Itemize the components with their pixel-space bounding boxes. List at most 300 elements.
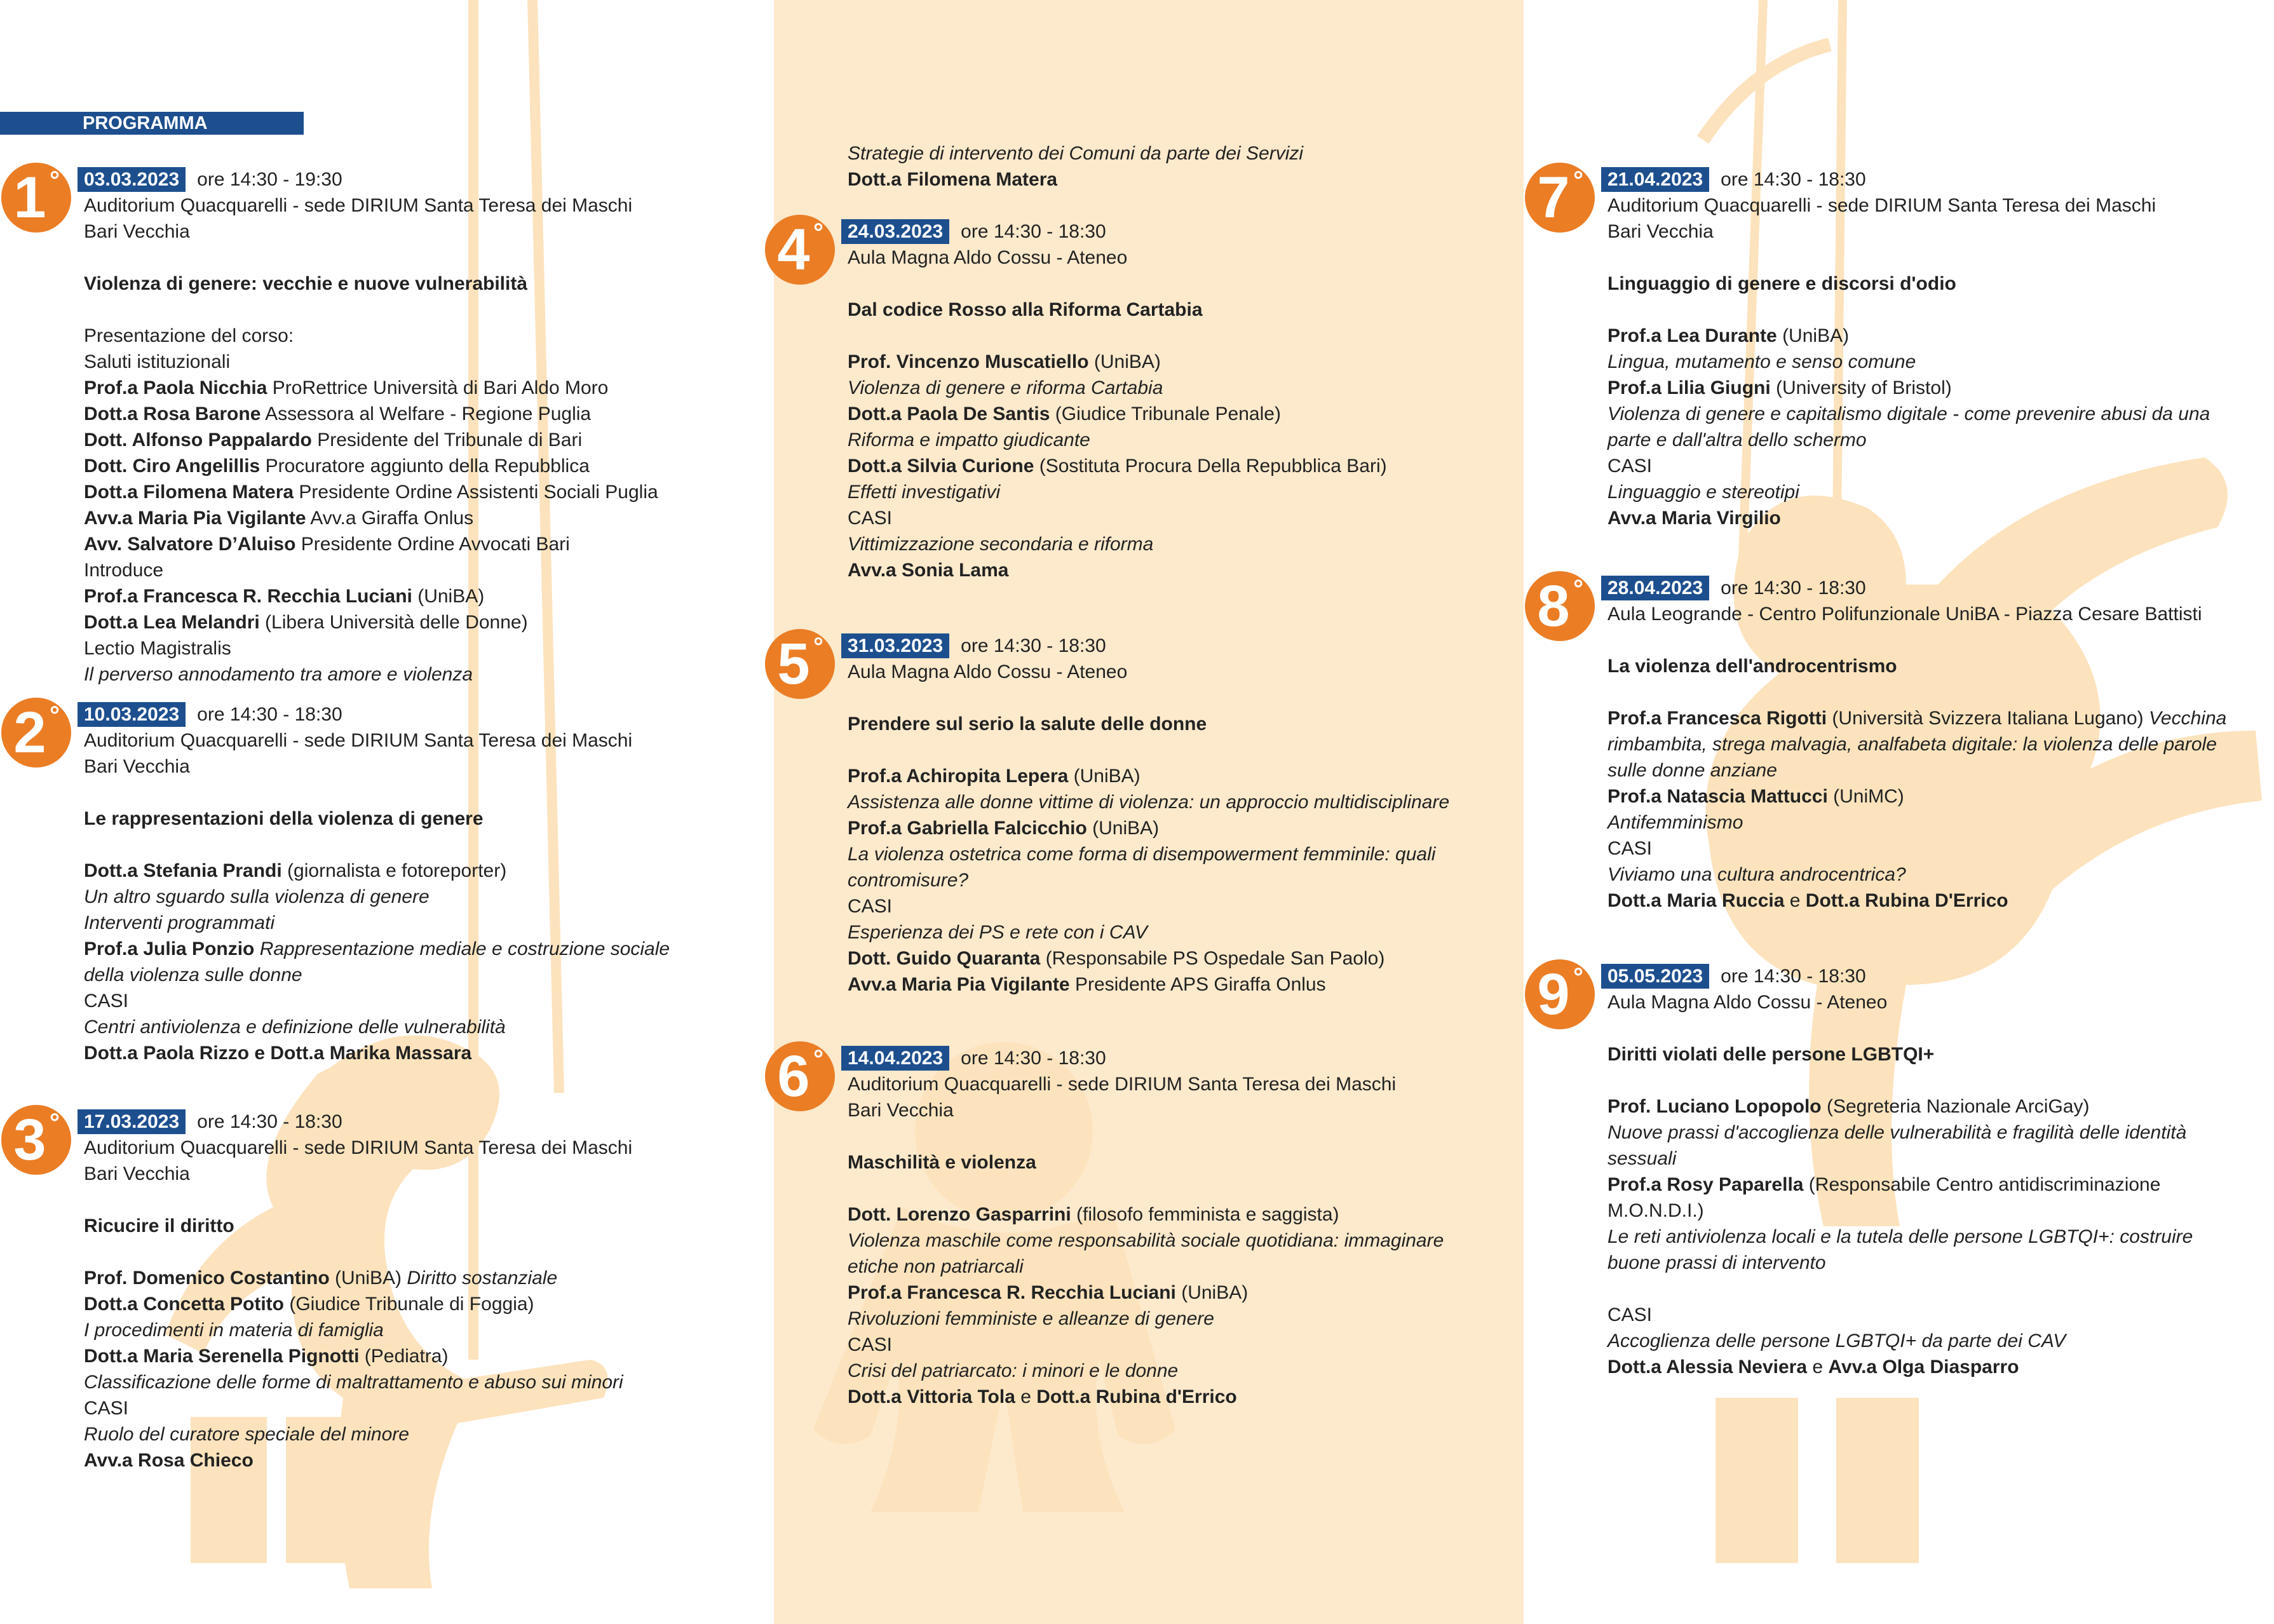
- line-text: (Giudice Tribunale di Foggia): [284, 1294, 534, 1315]
- speaker-name: Dott.a Vittoria Tola: [848, 1386, 1015, 1407]
- program-line: [848, 375, 1515, 401]
- session-venue: Aula Magna Aldo Cossu - Ateneo: [848, 247, 1128, 268]
- session-venue: Bari Vecchia: [848, 1100, 954, 1121]
- session-venue: Auditorium Quacquarelli - sede DIRIUM Santa Teresa dei Maschi: [848, 1074, 1397, 1095]
- speaker-name: Dott.a Silvia Curione: [848, 456, 1034, 477]
- speaker-name: Dott.a Lea Melandri: [84, 612, 260, 633]
- line-text: (Sostituta Procura Della Repubblica Bari): [1034, 456, 1387, 477]
- program-line: [84, 375, 726, 401]
- program-line: [848, 1358, 1515, 1384]
- talk-title: Riforma e impatto giudicante: [848, 430, 1090, 450]
- session-title: La violenza dell'androcentrismo: [1607, 656, 1897, 677]
- talk-title: Centri antiviolenza e definizione delle vulnerabilità: [84, 1017, 506, 1038]
- session-number-badge: [1, 163, 71, 233]
- line-text: CASI: [848, 896, 893, 917]
- spacer: [848, 1123, 1515, 1149]
- line-text: Procuratore aggiunto della Repubblica: [260, 456, 590, 477]
- session-number: 7: [1537, 165, 1570, 230]
- session-number: 3: [13, 1107, 46, 1172]
- talk-title: La violenza ostetrica come forma di disempowerment femminile: quali: [848, 844, 1436, 865]
- line-text: e: [1807, 1357, 1829, 1377]
- line-text: (Pediatra): [359, 1346, 449, 1367]
- session-number: 2: [13, 700, 46, 765]
- speaker-name: Prof. Domenico Costantino: [84, 1268, 330, 1289]
- speaker-name: Prof. Vincenzo Muscatiello: [848, 351, 1089, 372]
- spacer: [1607, 245, 2262, 271]
- spacer: [848, 1175, 1515, 1201]
- session-title: Dal codice Rosso alla Riforma Cartabia: [848, 299, 1203, 320]
- line-text: (filosofo femminista e saggista): [1071, 1204, 1339, 1225]
- program-line: [1607, 479, 2262, 505]
- speaker-name: Prof.a Achiropita Lepera: [848, 766, 1069, 787]
- session-body: [1607, 575, 2262, 914]
- line-text: Avv.a Giraffa Onlus: [306, 508, 474, 529]
- talk-title: rimbambita, strega malvagia, analfabeta digitale: la violenza delle parole: [1607, 734, 2217, 755]
- program-line: [848, 971, 1515, 998]
- talk-title: Ruolo del curatore speciale del minore: [84, 1424, 409, 1445]
- session-date: 14.04.2023: [841, 1046, 949, 1071]
- session-date: 03.03.2023: [78, 167, 186, 192]
- session-title: Ricucire il diritto: [84, 1215, 234, 1236]
- program-line: [848, 1306, 1515, 1332]
- session-body: [84, 1109, 726, 1473]
- session-number-badge: [1, 1105, 71, 1175]
- spacer: [848, 323, 1515, 349]
- session-number-badge: [1525, 959, 1595, 1029]
- line-text: Presidente Ordine Assistenti Sociali Puglia: [294, 482, 658, 503]
- speaker-name: Dott.a Filomena Matera: [848, 169, 1058, 190]
- session-time: ore 14:30 - 18:30: [1721, 965, 1866, 987]
- column-left: [1, 0, 726, 1624]
- line-text: (UniBA): [1068, 766, 1140, 787]
- talk-title: Diritto sostanziale: [407, 1268, 558, 1289]
- spacer: [848, 685, 1515, 711]
- talk-title: sulle donne anziane: [1607, 760, 1777, 781]
- program-line: [1607, 783, 2262, 809]
- session-date: 10.03.2023: [78, 702, 186, 727]
- speaker-name: Dott.a Rubina D'Errico: [1805, 890, 2008, 911]
- talk-title: contromisure?: [848, 870, 969, 891]
- degree-sign: °: [1573, 963, 1583, 991]
- program-line: [1607, 1250, 2262, 1276]
- speaker-name: Dott.a Stefania Prandi: [84, 860, 282, 881]
- talk-title: Vittimizzazione secondaria e riforma: [848, 534, 1154, 555]
- degree-sign: °: [813, 1045, 823, 1073]
- line-text: CASI: [1607, 838, 1653, 859]
- line-text: M.O.N.D.I.): [1607, 1200, 1704, 1221]
- line-text: (Responsabile PS Ospedale San Paolo): [1040, 948, 1385, 969]
- session-venue: Auditorium Quacquarelli - sede DIRIUM Santa Teresa dei Maschi: [84, 730, 633, 751]
- speaker-name: Dott.a Filomena Matera: [84, 482, 294, 503]
- line-text: CASI: [84, 991, 129, 1012]
- line-text: Assessora al Welfare - Regione Puglia: [261, 403, 592, 424]
- spacer: [84, 780, 726, 806]
- session-date: 24.03.2023: [841, 219, 949, 244]
- session-date-time: [84, 1109, 726, 1135]
- speaker-name: Prof.a Paola Nicchia: [84, 377, 267, 398]
- programma-header: PROGRAMMA: [0, 112, 304, 135]
- line-text: Presidente del Tribunale di Bari: [311, 430, 583, 450]
- program-line: [848, 505, 1515, 531]
- program-line: [848, 479, 1515, 505]
- session-number: 8: [1537, 574, 1570, 639]
- session-date-time: [848, 1045, 1515, 1071]
- spacer: [84, 1239, 726, 1265]
- spacer: [1607, 1015, 2262, 1041]
- program-line: [84, 635, 726, 661]
- spacer: [1607, 679, 2262, 705]
- program-line: [1607, 1224, 2262, 1250]
- program-line: [1607, 505, 2262, 531]
- line-text: (UniBA): [412, 586, 485, 607]
- session-venue: Auditorium Quacquarelli - sede DIRIUM Santa Teresa dei Maschi: [84, 1137, 633, 1158]
- session-time: ore 14:30 - 18:30: [197, 1111, 342, 1132]
- speaker-name: Avv.a Olga Diasparro: [1828, 1357, 2019, 1377]
- speaker-name: Dott. Ciro Angelillis: [84, 456, 261, 477]
- session-time: ore 14:30 - 18:30: [1721, 577, 1866, 599]
- talk-title: Vecchina: [2149, 708, 2227, 729]
- program-line: [848, 1254, 1515, 1280]
- talk-title: Rappresentazione mediale e costruzione sociale: [254, 938, 670, 959]
- program-line: [1607, 375, 2262, 401]
- program-line: [1607, 836, 2262, 862]
- program-line: [84, 962, 726, 988]
- program-line: [1607, 1354, 2262, 1380]
- talk-title: Crisi del patriarcato: i minori e le donne: [848, 1360, 1179, 1381]
- talk-title: Violenza di genere e riforma Cartabia: [848, 377, 1163, 398]
- line-text: ProRettrice Università di Bari Aldo Moro: [267, 377, 609, 398]
- program-line: [1607, 323, 2262, 349]
- talk-title: Rivoluzioni femministe e alleanze di genere: [848, 1308, 1214, 1329]
- session-title: Linguaggio di genere e discorsi d'odio: [1607, 273, 1956, 294]
- program-line: [848, 1228, 1515, 1254]
- talk-title: Un altro sguardo sulla violenza di genere: [84, 886, 430, 907]
- talk-title: Le reti antiviolenza locali e la tutela delle persone LGBTQI+: costruire: [1607, 1226, 2193, 1247]
- spacer: [1607, 627, 2262, 653]
- talk-title: Il perverso annodamento tra amore e violenza: [84, 664, 473, 685]
- speaker-name: Prof.a Gabriella Falcicchio: [848, 818, 1087, 839]
- line-text: (Università Svizzera Italiana Lugano): [1827, 708, 2149, 729]
- line-text: (Responsabile Centro antidiscriminazione: [1803, 1174, 2161, 1195]
- session-time: ore 14:30 - 18:30: [961, 220, 1106, 242]
- program-line: [1607, 453, 2262, 479]
- session-title: Le rappresentazioni della violenza di genere: [84, 808, 484, 829]
- program-line: [848, 763, 1515, 789]
- line-text: Saluti istituzionali: [84, 351, 231, 372]
- session-date: 05.05.2023: [1601, 964, 1709, 989]
- program-line: [84, 531, 726, 557]
- line-text: CASI: [1607, 1304, 1653, 1325]
- session-time: ore 14:30 - 18:30: [1721, 168, 1866, 190]
- program-line: [84, 1317, 726, 1343]
- session-date-time: [1607, 166, 2262, 193]
- talk-title: Violenza maschile come responsabilità sociale quotidiana: immaginare: [848, 1230, 1444, 1251]
- line-text: (UniBA): [1777, 325, 1850, 346]
- speaker-name: Dott.a Maria Serenella Pignotti: [84, 1346, 360, 1367]
- program-line: [84, 988, 726, 1014]
- session-venue: Auditorium Quacquarelli - sede DIRIUM Santa Teresa dei Maschi: [1607, 195, 2156, 216]
- session-number: 1: [13, 165, 46, 230]
- program-line: [84, 479, 726, 505]
- speaker-name: Prof.a Natascia Mattucci: [1607, 786, 1828, 807]
- program-line: [848, 349, 1515, 375]
- spacer: [84, 832, 726, 858]
- line-text: Presidente Ordine Avvocati Bari: [295, 534, 570, 555]
- talk-title: Nuove prassi d'accoglienza delle vulnerabilità e fragilità delle identità: [1607, 1122, 2187, 1143]
- speaker-name: Prof.a Lilia Giugni: [1607, 377, 1771, 398]
- program-line: [84, 1265, 726, 1291]
- speaker-name: Dott.a Rosa Barone: [84, 403, 261, 424]
- program-line: [84, 1291, 726, 1317]
- program-line: [1607, 1093, 2262, 1120]
- program-line: [84, 427, 726, 453]
- program-line: [84, 1040, 726, 1066]
- program-line: [848, 1384, 1515, 1410]
- session-venue: Bari Vecchia: [84, 221, 190, 242]
- program-line: [848, 140, 1515, 166]
- session-body: [1607, 166, 2262, 531]
- program-line: [84, 661, 726, 687]
- program-line: [848, 815, 1515, 841]
- degree-sign: °: [813, 633, 823, 661]
- session-date-time: [848, 219, 1515, 245]
- line-text: (UniBA): [1175, 1282, 1249, 1303]
- program-line: [84, 1395, 726, 1421]
- column-center: [765, 0, 1515, 1624]
- line-text: e: [1784, 890, 1806, 911]
- talk-title: Viviamo una cultura androcentrica?: [1607, 864, 1906, 885]
- program-line: [84, 858, 726, 884]
- line-text: (UniBA): [1088, 351, 1161, 372]
- session-venue: Bari Vecchia: [1607, 221, 1714, 242]
- speaker-name: Dott.a Concetta Potito: [84, 1294, 284, 1315]
- speaker-name: Prof.a Francesca Rigotti: [1607, 708, 1827, 729]
- speaker-name: Avv. Salvatore D’Aluiso: [84, 534, 296, 555]
- session-number-badge: [765, 215, 835, 285]
- line-text: CASI: [848, 1334, 893, 1355]
- line-text: CASI: [84, 1398, 129, 1419]
- talk-title: Effetti investigativi: [848, 482, 1001, 503]
- speaker-name: Prof. Luciano Lopopolo: [1607, 1096, 1822, 1117]
- program-line: [84, 401, 726, 427]
- program-line: [848, 789, 1515, 815]
- talk-title: sessuali: [1607, 1148, 1677, 1169]
- program-line: [84, 583, 726, 609]
- session-title: Prendere sul serio la salute delle donne: [848, 714, 1207, 734]
- speaker-name: Prof.a Francesca R. Recchia Luciani: [848, 1282, 1176, 1303]
- line-text: (UniMC): [1827, 786, 1904, 807]
- program-line: [848, 166, 1515, 193]
- talk-title: buone prassi di intervento: [1607, 1252, 1826, 1273]
- session-venue: Aula Magna Aldo Cossu - Ateneo: [1607, 992, 1888, 1013]
- spacer: [84, 297, 726, 323]
- session-date: 28.04.2023: [1601, 576, 1709, 600]
- program-line: [848, 453, 1515, 479]
- speaker-name: Prof.a Rosy Paparella: [1607, 1174, 1804, 1195]
- program-line: [1607, 1146, 2262, 1172]
- session-number: 9: [1537, 962, 1570, 1027]
- program-line: [1607, 1172, 2262, 1198]
- program-line: [1607, 888, 2262, 914]
- session-number: 4: [777, 217, 810, 282]
- degree-sign: °: [50, 701, 60, 729]
- program-line: [848, 1280, 1515, 1306]
- speaker-name: Prof.a Julia Ponzio: [84, 938, 255, 959]
- program-line: [848, 427, 1515, 453]
- program-line: [1607, 349, 2262, 375]
- session-date-time: [1607, 963, 2262, 989]
- session-body: [84, 166, 726, 687]
- program-line: [848, 1332, 1515, 1358]
- session-time: ore 14:30 - 18:30: [961, 1047, 1106, 1069]
- line-text: Presentazione del corso:: [84, 325, 294, 346]
- line-text: (Giudice Tribunale Penale): [1050, 403, 1281, 424]
- line-text: CASI: [848, 508, 893, 529]
- talk-title: Linguaggio e stereotipi: [1607, 482, 1799, 503]
- spacer: [84, 245, 726, 271]
- program-line: [1607, 862, 2262, 888]
- session-venue: Auditorium Quacquarelli - sede DIRIUM Santa Teresa dei Maschi: [84, 195, 633, 216]
- session-venue: Aula Magna Aldo Cossu - Ateneo: [848, 661, 1128, 682]
- talk-title: I procedimenti in materia di famiglia: [84, 1320, 384, 1341]
- speaker-name: Dott.a Paola De Santis: [848, 403, 1050, 424]
- speaker-name: Dott. Guido Quaranta: [848, 948, 1041, 969]
- line-text: Presidente APS Giraffa Onlus: [1069, 974, 1326, 995]
- talk-title: della violenza sulle donne: [84, 964, 302, 985]
- spacer: [1607, 1067, 2262, 1093]
- session-date-time: [848, 633, 1515, 659]
- program-line: [84, 1014, 726, 1040]
- talk-title: Violenza di genere e capitalismo digitale - come prevenire abusi da una: [1607, 403, 2210, 424]
- line-text: e: [1015, 1386, 1037, 1407]
- degree-sign: °: [1573, 575, 1583, 603]
- spacer: [1607, 297, 2262, 323]
- program-line: [84, 1421, 726, 1447]
- speaker-name: Dott. Alfonso Pappalardo: [84, 430, 312, 450]
- program-line: [84, 910, 726, 936]
- talk-title: Lingua, mutamento e senso comune: [1607, 351, 1916, 372]
- program-line: [84, 936, 726, 962]
- program-line: [848, 401, 1515, 427]
- session-date-time: [84, 701, 726, 727]
- session-date: 21.04.2023: [1601, 167, 1709, 192]
- program-line: [848, 867, 1515, 893]
- line-text: Introduce: [84, 560, 164, 581]
- program-line: [848, 557, 1515, 583]
- program-line: [848, 919, 1515, 945]
- talk-title: Strategie di intervento dei Comuni da parte dei Servizi: [848, 143, 1304, 164]
- session-number-badge: [765, 1041, 835, 1111]
- program-line: [1607, 809, 2262, 836]
- spacer: [84, 1187, 726, 1213]
- session-number: 6: [777, 1044, 810, 1109]
- column-right: [1525, 0, 2262, 1624]
- line-text: Lectio Magistralis: [84, 638, 231, 659]
- speaker-name: Dott.a Maria Ruccia: [1607, 890, 1785, 911]
- line-text: CASI: [1607, 456, 1653, 477]
- speaker-name: Avv.a Maria Virgilio: [1607, 508, 1781, 529]
- session-number-badge: [765, 629, 835, 699]
- program-line: [1607, 401, 2262, 427]
- degree-sign: °: [50, 166, 60, 194]
- speaker-name: Avv.a Maria Pia Vigilante: [848, 974, 1070, 995]
- speaker-name: Dott. Lorenzo Gasparrini: [848, 1204, 1071, 1225]
- session-venue: Bari Vecchia: [84, 756, 190, 777]
- talk-title: Assistenza alle donne vittime di violenza: un approccio multidisciplinare: [848, 792, 1450, 813]
- speaker-name: Dott.a Rubina d'Errico: [1036, 1386, 1237, 1407]
- speaker-name: Avv.a Sonia Lama: [848, 560, 1009, 581]
- talk-title: etiche non patriarcali: [848, 1256, 1024, 1277]
- session-number: 5: [777, 632, 810, 696]
- session-date: 31.03.2023: [841, 633, 949, 658]
- program-line: [84, 505, 726, 531]
- degree-sign: °: [50, 1109, 60, 1137]
- session-body: [848, 633, 1515, 998]
- line-text: (Segreteria Nazionale ArciGay): [1821, 1096, 2090, 1117]
- session-body: [84, 701, 726, 1066]
- program-line: [84, 349, 726, 375]
- program-line: [848, 841, 1515, 867]
- session-date-time: [84, 166, 726, 193]
- program-line: [848, 893, 1515, 919]
- session-title: Maschilità e violenza: [848, 1152, 1036, 1173]
- session-number-badge: [1525, 571, 1595, 641]
- speaker-name: Avv.a Rosa Chieco: [84, 1450, 254, 1471]
- talk-title: Antifemminismo: [1607, 812, 1743, 833]
- session-body: [848, 1045, 1515, 1410]
- session-time: ore 14:30 - 18:30: [197, 703, 342, 725]
- session-date-time: [1607, 575, 2262, 601]
- program-line: [1607, 1328, 2262, 1354]
- talk-title: Esperienza dei PS e rete con i CAV: [848, 922, 1147, 943]
- session-number-badge: [1, 698, 71, 768]
- line-text: (University of Bristol): [1770, 377, 1952, 398]
- program-line: [84, 557, 726, 583]
- session-time: ore 14:30 - 18:30: [961, 635, 1106, 656]
- program-line: [84, 323, 726, 349]
- session-body: [848, 219, 1515, 583]
- session-title: Diritti violati delle persone LGBTQI+: [1607, 1044, 1935, 1065]
- line-text: (UniBA): [1086, 818, 1160, 839]
- session-body: [848, 140, 1515, 193]
- program-line: [1607, 427, 2262, 453]
- speaker-name: Prof.a Lea Durante: [1607, 325, 1777, 346]
- session-date: 17.03.2023: [78, 1109, 186, 1134]
- degree-sign: °: [813, 219, 823, 247]
- program-line: [1607, 731, 2262, 757]
- program-line: [84, 1343, 726, 1369]
- session-venue: Bari Vecchia: [84, 1163, 190, 1184]
- program-line: [848, 531, 1515, 557]
- program-line: [1607, 1198, 2262, 1224]
- session-body: [1607, 963, 2262, 1380]
- program-line: [84, 1369, 726, 1395]
- line-text: (Libera Università delle Donne): [259, 612, 528, 633]
- talk-title: Interventi programmati: [84, 912, 275, 933]
- program-line: [848, 945, 1515, 971]
- program-line: [84, 453, 726, 479]
- speaker-name: Avv.a Maria Pia Vigilante: [84, 508, 306, 529]
- speaker-name: Dott.a Paola Rizzo e Dott.a Marika Massara: [84, 1043, 472, 1064]
- line-text: (giornalista e fotoreporter): [281, 860, 507, 881]
- program-line: [1607, 1302, 2262, 1328]
- program-line: [1607, 1120, 2262, 1146]
- speaker-name: Dott.a Alessia Neviera: [1607, 1357, 1808, 1377]
- spacer: [1607, 1276, 2262, 1302]
- talk-title: parte e dall'altra dello schermo: [1607, 430, 1867, 450]
- session-venue: Aula Leogrande - Centro Polifunzionale UniBA - Piazza Cesare Battisti: [1607, 604, 2202, 625]
- session-number-badge: [1525, 163, 1595, 233]
